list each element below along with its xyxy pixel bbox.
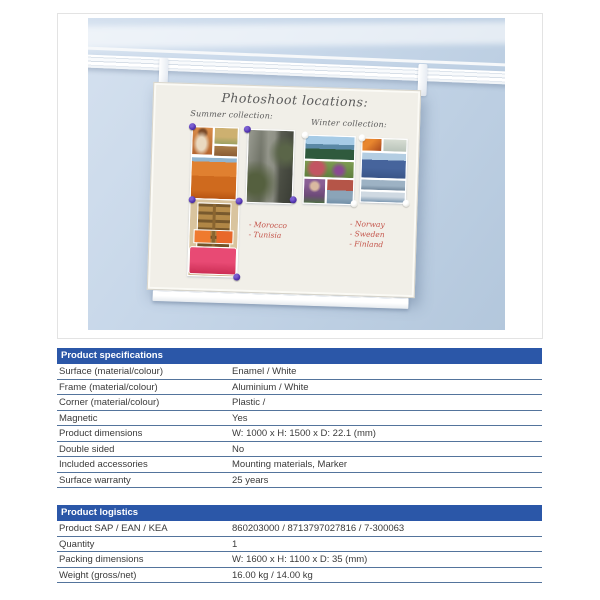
magnet-white-icon [350,200,357,207]
summer-destination-list [248,220,287,241]
row-value: Yes [232,412,248,424]
product-logistics-table [57,505,542,583]
photo-cell [190,156,238,201]
whiteboard [147,82,421,298]
table-row [57,395,542,411]
wall-rail [88,54,505,84]
row-value: 860203000 / 8713797027816 / 7-300063 [232,523,405,534]
table-row [57,473,542,489]
winter-collection-label: Winter collection: [310,117,388,130]
table-row [57,426,542,442]
board-title-handwriting: Photoshoot locations: [221,89,369,110]
table-row [57,568,542,584]
row-value: Aluminium / White [232,381,309,393]
photo-ornate-door-sofa [187,198,239,278]
photo-winter-collage-1 [303,135,356,206]
photo-cell [213,127,239,145]
table-row [57,411,542,427]
table-row [57,380,542,396]
winter-destination-list [349,219,385,250]
magnet-purple-icon [290,196,297,203]
row-value: Mounting materials, Marker [232,459,348,470]
list-item: - Finland [349,239,384,250]
table-row [57,552,542,568]
product-photo [88,18,505,330]
photo-cell [303,178,327,204]
row-value: W: 1600 x H: 1100 x D: 35 (mm) [232,554,368,565]
row-value: 16.00 kg / 14.00 kg [232,569,313,581]
product-image-frame [57,13,543,339]
row-label: Quantity [59,538,95,550]
photo-cell [193,229,233,244]
photo-cell [360,190,406,204]
row-value: No [232,443,245,455]
table-row [57,442,542,458]
row-label: Weight (gross/net) [59,569,137,581]
list-item: - Morocco [248,219,288,231]
photo-cell [304,135,356,161]
list-item: - Tunisia [248,229,282,240]
logistics-table-header: Product logistics [57,505,542,521]
row-label: Product dimensions [59,428,143,439]
row-label: Packing dimensions [59,554,144,565]
photo-cell [213,144,239,157]
list-item: - Norway [349,219,385,230]
row-label: Double sided [59,443,115,455]
magnet-purple-icon [233,273,240,280]
photo-cell [188,246,237,276]
row-value: 1 [232,538,238,550]
photo-alley-scene [246,129,295,204]
row-label: Included accessories [59,459,148,470]
whiteboard-pen-tray [152,290,408,309]
table-row [57,521,542,537]
photo-cell [382,138,407,152]
row-value: 25 years [232,474,269,486]
table-row [57,457,542,473]
product-specifications-table [57,348,542,488]
magnet-purple-icon [236,197,243,204]
row-label: Surface warranty [59,474,131,486]
row-label: Corner (material/colour) [59,397,160,408]
row-value: Plastic / [232,397,266,408]
table-row [57,364,542,380]
photo-cell [303,159,355,179]
magnet-white-icon [403,200,410,207]
summer-collection-label: Summer collection: [190,109,274,121]
row-label: Surface (material/colour) [59,366,164,377]
row-value: W: 1000 x H: 1500 x D: 22.1 (mm) [232,428,376,439]
photo-cell [246,129,295,204]
list-item: - Sweden [349,229,385,240]
wall-light-band [88,22,505,49]
row-label: Frame (material/colour) [59,381,158,393]
photo-winter-collage-2 [360,137,408,203]
row-label: Product SAP / EAN / KEA [59,523,168,534]
photo-summer-collage [190,126,239,200]
row-label: Magnetic [59,412,98,424]
photo-cell [360,151,407,180]
row-value: Enamel / White [232,366,297,377]
specifications-table-header: Product specifications [57,348,542,364]
photo-cell [191,126,214,156]
table-row [57,537,542,553]
